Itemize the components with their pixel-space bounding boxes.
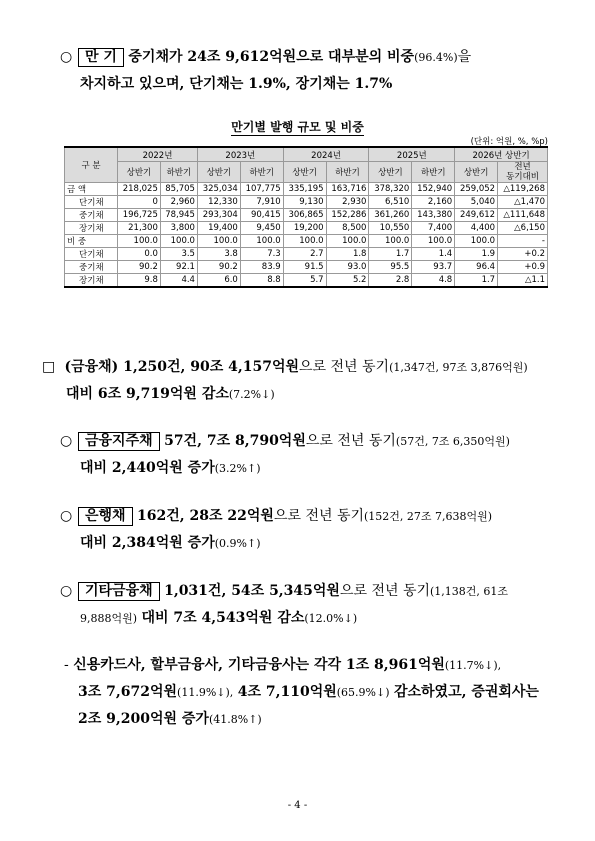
other-prev-cont: 9,888억원) — [80, 612, 138, 625]
table-cell: 83.9 — [240, 261, 283, 274]
table-cell: 4,400 — [455, 222, 498, 235]
table-cell: 100.0 — [160, 235, 197, 248]
financial-bond-paragraph — [42, 354, 557, 408]
bank-bond-paragraph — [60, 503, 555, 557]
table-cell: △1.1 — [498, 274, 548, 288]
bank-prev: (152건, 27조 7,638억원) — [364, 510, 493, 523]
table-cell: △111,648 — [498, 209, 548, 222]
detail-pct1: (11.7%↓), — [444, 659, 502, 672]
dash-bullet: - — [64, 657, 69, 673]
table-cell: 335,195 — [283, 183, 326, 196]
table-cell: 196,725 — [118, 209, 161, 222]
table-row — [65, 248, 548, 261]
holding-bond-paragraph — [60, 428, 555, 482]
other-box-label: 기타금융채 — [78, 582, 160, 601]
table-cell: 12,330 — [197, 196, 240, 209]
table-cell: 100.0 — [283, 235, 326, 248]
table-cell: 325,034 — [197, 183, 240, 196]
holding-amount: 57건, 7조 8,790억원 — [164, 433, 306, 449]
table-cell: 91.5 — [283, 261, 326, 274]
table-cell: 3.8 — [197, 248, 240, 261]
detail-pct2: (11.9%↓), — [177, 686, 234, 699]
header-category: 구 분 — [65, 147, 118, 183]
table-title: 만기별 발행 규모 및 비중 — [231, 120, 364, 134]
bank-change: 대비 2,384억원 증가 — [80, 535, 215, 551]
fb-change: 대비 6조 9,719억원 감소 — [66, 386, 229, 402]
table-cell: 107,775 — [240, 183, 283, 196]
header-half: 하반기 — [240, 162, 283, 183]
table-cell: 2,160 — [412, 196, 455, 209]
table-cell: 259,052 — [455, 183, 498, 196]
table-cell: 90.2 — [118, 261, 161, 274]
bank-change-pct: (0.9%↑) — [214, 537, 261, 550]
table-row — [65, 235, 548, 248]
other-text: 으로 전년 동기 — [339, 583, 431, 599]
table-cell: 1.7 — [369, 248, 412, 261]
table-cell: 1.9 — [455, 248, 498, 261]
row-label: 단기채 — [65, 248, 118, 261]
table-cell: 163,716 — [326, 183, 369, 196]
table-cell: 2.7 — [283, 248, 326, 261]
table-cell: 8.8 — [240, 274, 283, 288]
header-year: 2024년 — [283, 147, 369, 162]
header-half: 하반기 — [160, 162, 197, 183]
table-cell: 1.7 — [455, 274, 498, 288]
table-cell: 249,612 — [455, 209, 498, 222]
holding-box-label: 금융지주채 — [78, 432, 160, 451]
detail-paragraph — [64, 652, 556, 733]
table-cell: 7.3 — [240, 248, 283, 261]
table-row — [65, 274, 548, 288]
fb-change-pct: (7.2%↓) — [228, 388, 275, 401]
table-cell: 100.0 — [369, 235, 412, 248]
table-cell: 218,025 — [118, 183, 161, 196]
header-year: 2023년 — [197, 147, 283, 162]
maturity-text: 중기채가 24조 9,612억원으로 대부분의 비중 — [128, 49, 415, 65]
table-cell: 100.0 — [412, 235, 455, 248]
table-cell: 0.0 — [118, 248, 161, 261]
maturity-table — [64, 146, 548, 288]
circle-bullet: ○ — [60, 49, 73, 65]
other-change: 대비 7조 4,543억원 감소 — [141, 610, 305, 626]
table-cell: 4.4 — [160, 274, 197, 288]
table-cell: 5.7 — [283, 274, 326, 288]
table-cell: 6,510 — [369, 196, 412, 209]
other-amount: 1,031건, 54조 5,345억원 — [164, 583, 340, 599]
table-row — [65, 183, 548, 196]
table-cell: △6,150 — [498, 222, 548, 235]
fb-amount: (금융채) 1,250건, 90조 4,157억원 — [64, 359, 300, 375]
page-number: - 4 - — [287, 800, 308, 811]
row-label: 금 액 — [65, 183, 118, 196]
row-label: 장기채 — [65, 274, 118, 288]
header-half: 상반기 — [369, 162, 412, 183]
table-cell: +0.9 — [498, 261, 548, 274]
square-bullet: □ — [42, 359, 56, 375]
table-cell: 100.0 — [455, 235, 498, 248]
table-cell: 152,940 — [412, 183, 455, 196]
table-cell: 100.0 — [197, 235, 240, 248]
header-half: 하반기 — [412, 162, 455, 183]
bank-text: 으로 전년 동기 — [273, 508, 364, 524]
header-half: 하반기 — [326, 162, 369, 183]
header-year: 2025년 — [369, 147, 455, 162]
table-cell: 9.8 — [118, 274, 161, 288]
table-cell: 90,415 — [240, 209, 283, 222]
holding-text: 으로 전년 동기 — [305, 433, 396, 449]
table-cell: 0 — [118, 196, 161, 209]
table-cell: 361,260 — [369, 209, 412, 222]
table-cell: 1.8 — [326, 248, 369, 261]
table-cell: 100.0 — [118, 235, 161, 248]
table-cell: 143,380 — [412, 209, 455, 222]
detail-pct4: (41.8%↑) — [208, 713, 262, 726]
table-cell: 85,705 — [160, 183, 197, 196]
row-label: 단기채 — [65, 196, 118, 209]
table-cell: 9,450 — [240, 222, 283, 235]
maturity-paragraph — [60, 44, 555, 98]
table-cell: 3.5 — [160, 248, 197, 261]
table-cell: 7,400 — [412, 222, 455, 235]
table-cell: 2,960 — [160, 196, 197, 209]
table-cell: 92.1 — [160, 261, 197, 274]
table-cell: 306,865 — [283, 209, 326, 222]
table-cell: 95.5 — [369, 261, 412, 274]
holding-prev: (57건, 7조 6,350억원) — [395, 435, 510, 448]
table-cell: 7,910 — [240, 196, 283, 209]
fb-text: 으로 전년 동기 — [299, 359, 390, 375]
detail-pct3: (65.9%↓) — [336, 686, 390, 699]
table-cell: 5.2 — [326, 274, 369, 288]
table-cell: 10,550 — [369, 222, 412, 235]
table-cell: 9,130 — [283, 196, 326, 209]
circle-bullet: ○ — [60, 433, 73, 449]
table-row — [65, 209, 548, 222]
circle-bullet: ○ — [60, 583, 73, 599]
header-half: 전년 동기대비 — [498, 162, 548, 183]
table-cell: 293,304 — [197, 209, 240, 222]
table-cell: 152,286 — [326, 209, 369, 222]
header-half: 상반기 — [283, 162, 326, 183]
table-cell: 1.4 — [412, 248, 455, 261]
row-label: 중기채 — [65, 261, 118, 274]
table-cell: 378,320 — [369, 183, 412, 196]
detail-amount3: 4조 7,110억원 — [237, 684, 337, 700]
table-cell: 5,040 — [455, 196, 498, 209]
other-bond-paragraph — [60, 578, 555, 632]
table-row — [65, 222, 548, 235]
table-cell: 93.0 — [326, 261, 369, 274]
maturity-box-label: 만 기 — [78, 48, 124, 67]
table-cell: 4.8 — [412, 274, 455, 288]
table-cell: 6.0 — [197, 274, 240, 288]
table-cell: 93.7 — [412, 261, 455, 274]
maturity-line2: 차지하고 있으며, 단기채는 1.9%, 장기채는 1.7% — [80, 76, 393, 92]
row-label: 장기채 — [65, 222, 118, 235]
header-year: 2022년 — [118, 147, 198, 162]
table-cell: 21,300 — [118, 222, 161, 235]
table-cell: - — [498, 235, 548, 248]
table-cell: 19,400 — [197, 222, 240, 235]
detail-increase: 2조 9,200억원 증가 — [78, 711, 209, 727]
circle-bullet: ○ — [60, 508, 73, 524]
holding-change-pct: (3.2%↑) — [214, 462, 261, 475]
header-year: 2026년 상반기 — [455, 147, 548, 162]
table-cell: △119,268 — [498, 183, 548, 196]
table-cell: 2.8 — [369, 274, 412, 288]
bank-amount: 162건, 28조 22억원 — [137, 508, 274, 524]
table-cell: 90.2 — [197, 261, 240, 274]
table-cell: 100.0 — [240, 235, 283, 248]
detail-line1: 신용카드사, 할부금융사, 기타금융사는 각각 1조 8,961억원 — [73, 657, 445, 673]
row-label: 비 중 — [65, 235, 118, 248]
header-half: 상반기 — [118, 162, 161, 183]
row-label: 중기채 — [65, 209, 118, 222]
header-half: 상반기 — [197, 162, 240, 183]
detail-text: 감소하였고, 증권회사는 — [393, 684, 539, 700]
other-change-pct: (12.0%↓) — [304, 612, 358, 625]
table-cell: △1,470 — [498, 196, 548, 209]
table-cell: +0.2 — [498, 248, 548, 261]
holding-change: 대비 2,440억원 증가 — [80, 460, 215, 476]
table-cell: 19,200 — [283, 222, 326, 235]
header-half: 상반기 — [455, 162, 498, 183]
fb-prev: (1,347건, 97조 3,876억원) — [389, 361, 528, 374]
maturity-text-end: 을 — [457, 49, 472, 65]
detail-amount2: 3조 7,672억원 — [78, 684, 178, 700]
table-cell: 3,800 — [160, 222, 197, 235]
table-row — [65, 196, 548, 209]
table-cell: 96.4 — [455, 261, 498, 274]
table-row — [65, 261, 548, 274]
table-cell: 8,500 — [326, 222, 369, 235]
table-unit: (단위: 억원, %, %p) — [470, 137, 548, 147]
table-cell: 2,930 — [326, 196, 369, 209]
other-prev: (1,138건, 61조 — [430, 585, 509, 598]
bank-box-label: 은행채 — [78, 507, 133, 526]
maturity-share: (96.4%) — [414, 51, 458, 64]
table-cell: 100.0 — [326, 235, 369, 248]
table-cell: 78,945 — [160, 209, 197, 222]
